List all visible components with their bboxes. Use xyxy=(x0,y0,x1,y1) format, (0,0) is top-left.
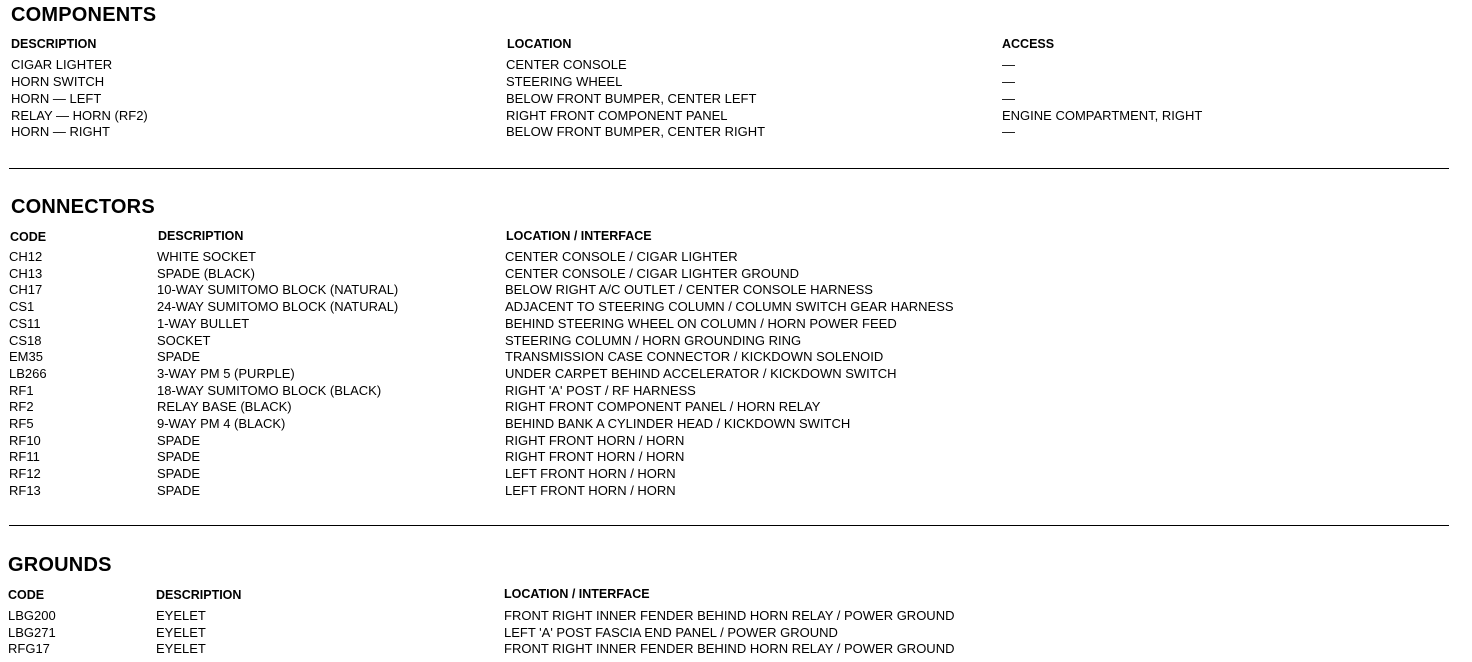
connector-description: 9-WAY PM 4 (BLACK) xyxy=(157,416,286,431)
connectors-header-code: CODE xyxy=(10,230,47,244)
connector-code: CS11 xyxy=(9,315,41,331)
connectors-row xyxy=(0,416,1472,433)
components-row xyxy=(0,74,1472,91)
connector-code: RF2 xyxy=(9,399,34,415)
connector-description: SPADE (BLACK) xyxy=(157,265,256,281)
connector-code: CH13 xyxy=(9,265,43,281)
connectors-row xyxy=(0,282,1472,299)
connector-description: SPADE xyxy=(157,482,201,498)
component-location: STEERING WHEEL xyxy=(506,74,623,89)
connector-code: CS18 xyxy=(9,332,42,348)
connector-location: ADJACENT TO STEERING COLUMN / COLUMN SWITCH GEAR HARNESS xyxy=(505,299,954,315)
component-location: BELOW FRONT BUMPER, CENTER RIGHT xyxy=(506,124,766,139)
connector-location: BEHIND BANK A CYLINDER HEAD / KICKDOWN SWITCH xyxy=(505,416,851,431)
connectors-row xyxy=(0,449,1472,466)
connectors-row xyxy=(0,383,1472,400)
grounds-title: GROUNDS xyxy=(8,554,112,576)
connectors-row xyxy=(0,349,1472,366)
connector-location: CENTER CONSOLE / CIGAR LIGHTER xyxy=(505,249,738,264)
components-header-location: LOCATION xyxy=(507,37,572,51)
component-access: — xyxy=(1002,74,1015,89)
component-description: RELAY — HORN (RF2) xyxy=(11,108,148,123)
connector-code: RF11 xyxy=(9,449,40,465)
components-row xyxy=(0,57,1472,74)
connector-location: STEERING COLUMN / HORN GROUNDING RING xyxy=(505,332,802,348)
component-location: CENTER CONSOLE xyxy=(506,57,627,72)
connectors-row xyxy=(0,249,1472,266)
ground-description: EYELET xyxy=(156,641,206,657)
ground-location: FRONT RIGHT INNER FENDER BEHIND HORN RELAY / POWER GROUND xyxy=(504,641,955,657)
ground-code: LBG271 xyxy=(8,624,56,640)
component-description: HORN — LEFT xyxy=(11,91,102,106)
grounds-row xyxy=(0,641,1472,658)
connector-description: SPADE xyxy=(157,349,201,365)
connector-location: TRANSMISSION CASE CONNECTOR / KICKDOWN SOLENOID xyxy=(505,349,884,365)
connectors-row xyxy=(0,266,1472,283)
connector-description: SPADE xyxy=(157,466,201,482)
connector-code: CH12 xyxy=(9,249,43,264)
connector-description: 10-WAY SUMITOMO BLOCK (NATURAL) xyxy=(157,282,399,298)
grounds-header-location: LOCATION / INTERFACE xyxy=(504,587,650,601)
connector-location: RIGHT 'A' POST / RF HARNESS xyxy=(505,382,696,398)
connectors-header-location: LOCATION / INTERFACE xyxy=(506,229,652,243)
component-access: — xyxy=(1002,124,1015,139)
connector-code: CH17 xyxy=(9,282,43,298)
connector-location: RIGHT FRONT HORN / HORN xyxy=(505,432,685,448)
component-access: — xyxy=(1002,57,1015,72)
connector-description: SOCKET xyxy=(157,332,211,348)
components-row xyxy=(0,91,1472,108)
connectors-header-description: DESCRIPTION xyxy=(158,229,244,243)
connector-code: RF13 xyxy=(9,482,41,498)
component-description: HORN — RIGHT xyxy=(11,124,110,139)
connector-description: RELAY BASE (BLACK) xyxy=(157,399,292,415)
connectors-row xyxy=(0,366,1472,383)
connector-location: LEFT FRONT HORN / HORN xyxy=(505,482,676,498)
connectors-row xyxy=(0,466,1472,483)
connector-location: CENTER CONSOLE / CIGAR LIGHTER GROUND xyxy=(505,265,799,281)
connector-description: WHITE SOCKET xyxy=(157,249,256,264)
component-description: CIGAR LIGHTER xyxy=(11,57,113,72)
grounds-row xyxy=(0,608,1472,625)
connector-description: 3-WAY PM 5 (PURPLE) xyxy=(157,365,295,381)
components-title: COMPONENTS xyxy=(11,4,157,26)
components-row xyxy=(0,108,1472,125)
component-access: ENGINE COMPARTMENT, RIGHT xyxy=(1002,108,1203,123)
connectors-row xyxy=(0,399,1472,416)
ground-location: LEFT 'A' POST FASCIA END PANEL / POWER GROUND xyxy=(504,624,838,640)
connectors-row xyxy=(0,483,1472,500)
connector-location: UNDER CARPET BEHIND ACCELERATOR / KICKDOWN SWITCH xyxy=(505,365,897,381)
grounds-row xyxy=(0,625,1472,642)
component-location: BELOW FRONT BUMPER, CENTER LEFT xyxy=(506,91,757,106)
connector-description: 18-WAY SUMITOMO BLOCK (BLACK) xyxy=(157,382,382,398)
connectors-row xyxy=(0,333,1472,350)
connector-description: SPADE xyxy=(157,449,201,465)
components-header-access: ACCESS xyxy=(1002,37,1055,51)
component-location: RIGHT FRONT COMPONENT PANEL xyxy=(506,108,728,123)
connectors-row xyxy=(0,316,1472,333)
ground-code: LBG200 xyxy=(8,608,56,623)
connector-location: BELOW RIGHT A/C OUTLET / CENTER CONSOLE HARNESS xyxy=(505,282,873,298)
connectors-row xyxy=(0,433,1472,450)
connectors-row xyxy=(0,299,1472,316)
connector-location: RIGHT FRONT COMPONENT PANEL / HORN RELAY xyxy=(505,399,821,415)
grounds-header-code: CODE xyxy=(8,588,45,602)
ground-description: EYELET xyxy=(156,608,206,623)
connector-code: RF5 xyxy=(9,416,34,431)
ground-location: FRONT RIGHT INNER FENDER BEHIND HORN RELAY / POWER GROUND xyxy=(504,608,955,623)
connector-location: RIGHT FRONT HORN / HORN xyxy=(505,449,685,465)
connector-location: BEHIND STEERING WHEEL ON COLUMN / HORN POWER FEED xyxy=(505,315,897,331)
connector-code: CS1 xyxy=(9,299,35,315)
connector-code: EM35 xyxy=(9,349,43,365)
components-row xyxy=(0,124,1472,141)
connector-code: RF12 xyxy=(9,466,41,482)
connector-description: 24-WAY SUMITOMO BLOCK (NATURAL) xyxy=(157,299,399,315)
ground-description: EYELET xyxy=(156,624,206,640)
component-description: HORN SWITCH xyxy=(11,74,105,89)
connectors-title: CONNECTORS xyxy=(11,196,155,218)
connector-description: SPADE xyxy=(157,432,201,448)
connector-code: LB266 xyxy=(9,365,47,381)
section-divider xyxy=(9,168,1449,169)
component-access: — xyxy=(1002,91,1015,106)
connector-description: 1-WAY BULLET xyxy=(157,315,250,331)
connector-code: RF10 xyxy=(9,432,41,448)
connector-location: LEFT FRONT HORN / HORN xyxy=(505,466,676,482)
connector-code: RF1 xyxy=(9,382,34,398)
components-header-description: DESCRIPTION xyxy=(11,37,97,51)
grounds-header-description: DESCRIPTION xyxy=(156,588,242,602)
ground-code: RFG17 xyxy=(8,641,50,657)
section-divider xyxy=(9,525,1449,526)
